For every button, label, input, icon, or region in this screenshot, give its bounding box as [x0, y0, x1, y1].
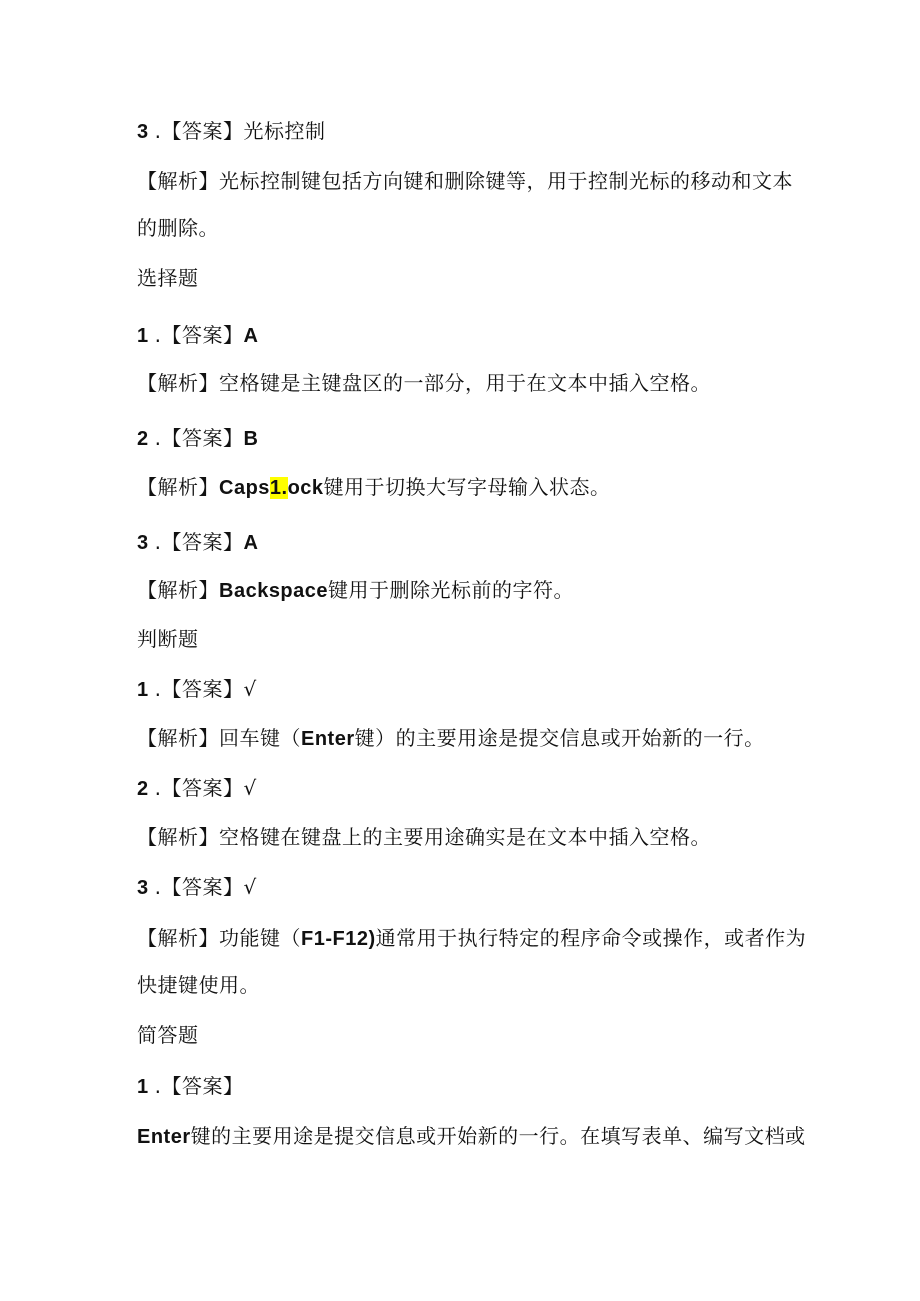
explanation-line — [137, 473, 611, 502]
explanation-text: 【解析】空格键在键盘上的主要用途确实是在文本中插入空格。 — [137, 825, 711, 849]
question-number: 3 — [137, 121, 149, 143]
explanation-text: 键用于切换大写字母输入状态。 — [323, 475, 611, 499]
answer-text: .【答案】√ — [154, 776, 257, 800]
explanation-label: 【解析】 — [137, 475, 219, 499]
answer-label: .【答案】 — [154, 426, 244, 450]
answer-line — [137, 774, 257, 803]
explanation-text: 【解析】空格键是主键盘区的一部分，用于在文本中插入空格。 — [137, 371, 711, 395]
answer-line — [137, 1072, 243, 1101]
explanation-text: 【解析】光标控制键包括方向键和删除键等，用于控制光标的移动和文本 — [137, 169, 793, 193]
key-name: Backspace — [219, 580, 329, 602]
answer-text: .【答案】√ — [154, 677, 257, 701]
explanation-label: 【解析】回车键（ — [137, 726, 301, 750]
question-number: 1 — [137, 679, 149, 701]
key-name: Enter — [137, 1126, 191, 1148]
answer-text: .【答案】光标控制 — [154, 119, 326, 143]
answer-text: .【答案】 — [154, 1074, 244, 1098]
section-heading-short-answer — [137, 1021, 199, 1049]
explanation-line — [137, 924, 806, 953]
explanation-label: 【解析】功能键（ — [137, 926, 301, 950]
key-name-part: ock — [287, 477, 324, 499]
explanation-continued-line — [137, 214, 219, 242]
question-number: 3 — [137, 532, 149, 554]
explanation-line — [137, 823, 711, 851]
answer-value: B — [243, 428, 259, 450]
answer-value: A — [243, 532, 259, 554]
section-heading-text: 判断题 — [137, 627, 199, 651]
answer-line — [137, 528, 258, 557]
question-number: 3 — [137, 877, 149, 899]
explanation-text: 的删除。 — [137, 216, 219, 240]
question-number: 1 — [137, 1076, 149, 1098]
explanation-text: 快捷键使用。 — [137, 973, 260, 997]
explanation-line — [137, 369, 711, 397]
question-number: 2 — [137, 428, 149, 450]
explanation-line — [137, 167, 793, 195]
explanation-line — [137, 724, 765, 753]
section-heading-text: 选择题 — [137, 266, 199, 290]
explanation-continued-line — [137, 971, 260, 999]
section-heading-judgement — [137, 625, 199, 653]
key-name: F1-F12) — [301, 928, 376, 950]
question-number: 1 — [137, 325, 149, 347]
highlighted-text: 1. — [269, 477, 288, 499]
answer-text: .【答案】√ — [154, 875, 257, 899]
explanation-text: 键）的主要用途是提交信息或开始新的一行。 — [354, 726, 765, 750]
answer-line — [137, 675, 257, 704]
answer-line — [137, 873, 257, 902]
explanation-text: 通常用于执行特定的程序命令或操作，或者作为 — [375, 926, 807, 950]
answer-line — [137, 424, 258, 453]
question-number: 2 — [137, 778, 149, 800]
explanation-text: 键用于删除光标前的字符。 — [328, 578, 575, 602]
answer-label: .【答案】 — [154, 530, 244, 554]
answer-label: .【答案】 — [154, 323, 244, 347]
explanation-label: 【解析】 — [137, 578, 219, 602]
section-heading-choice — [137, 264, 199, 292]
answer-line — [137, 321, 258, 350]
answer-value: A — [243, 325, 259, 347]
section-heading-text: 简答题 — [137, 1023, 199, 1047]
key-name-part: Caps — [219, 477, 270, 499]
explanation-line — [137, 576, 574, 605]
answer-line — [137, 117, 325, 146]
answer-body-line — [137, 1122, 806, 1151]
answer-body-text: 键的主要用途是提交信息或开始新的一行。在填写表单、编写文档或 — [190, 1124, 806, 1148]
key-name: Enter — [301, 728, 355, 750]
